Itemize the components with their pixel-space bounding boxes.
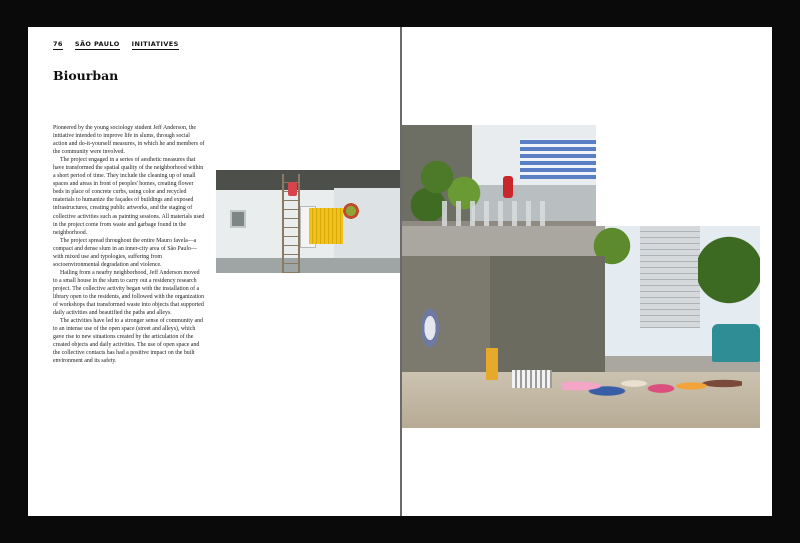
- paragraph: The project spread throughout the entire Mauro favela—a compact and dense slum in an inner-city area of São Paulo—with mixed use and typologies, suffering from socioenvironmental degradation and violence.: [53, 237, 197, 268]
- paragraph: Hailing from a nearby neighborhood, Jeff Anderson moved to a small house in the slum to carry out a residency research project. The collective activity began with the installation of a library open to the residents, and followed with the organization of workshops that transformed waste into objects that supported daily activities and beautified the paths and alleys.: [53, 269, 205, 317]
- section-label: INITIATIVES: [131, 40, 179, 48]
- article-title: Biourban: [53, 68, 119, 83]
- running-head: [53, 40, 179, 50]
- city-label: SÃO PAULO: [74, 40, 120, 48]
- photo-alley-community: [402, 226, 760, 428]
- paragraph: The project engaged in a series of aesthetic measures that have transformed the spatial quality of the neighborhood within a short period of time. They include the cleaning up of small spaces and areas in front of peoples' homes, creating flower beds in place of concrete curbs, using color and recycled materials to humanize the façades of buildings and exposed infrastructures, creating public artworks, and the staging of collective activities such as painting sessions. All materials used in the project come from waste and garbage found in the neighborhood.: [53, 157, 205, 236]
- page-number: 76: [53, 40, 63, 48]
- photo-wall-painting: [216, 170, 400, 273]
- paragraph: Pioneered by the young sociology student Jeff Anderson, the initiative intended to improve life in slums, through social action and do-it-yourself measures, in which he and members of the community were involved.: [53, 125, 205, 156]
- article-body: [53, 124, 205, 365]
- paragraph: The activities have led to a stronger sense of community and to an intense use of the open space (street and alleys), which gave rise to new situations created by the articulation of the created objects and daily activities. The use of open space and the collective contacts has had a positive impact on the built environment and its safety.: [53, 318, 203, 365]
